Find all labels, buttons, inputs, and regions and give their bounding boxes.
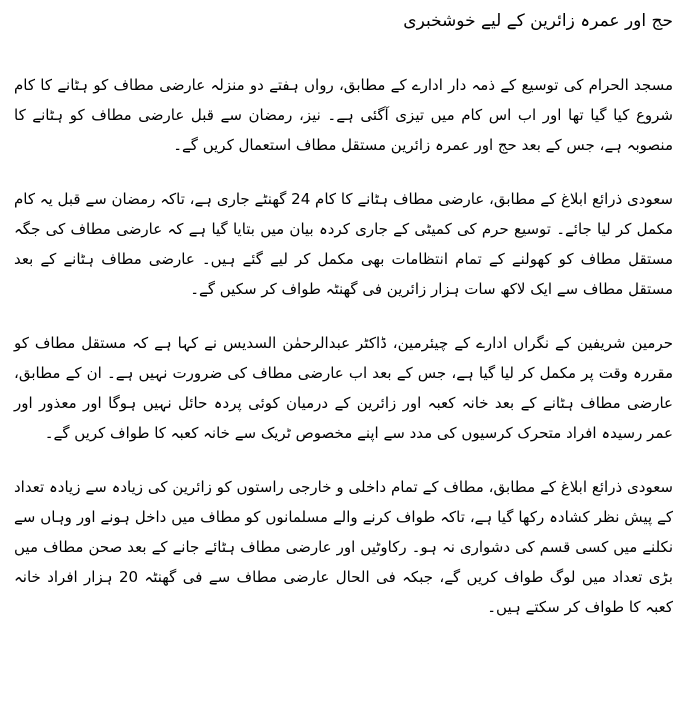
article-headline: حج اور عمرہ زائرین کے لیے خوشخبری bbox=[403, 11, 673, 31]
article-paragraph-1: مسجد الحرام کی توسیع کے ذمہ دار ادارے کے مطابق، رواں ہفتے دو منزلہ عارضی مطاف کو ہٹانے کا کام شروع کیا گیا تھا اور اب اس کام میں تیزی آگئی ہے۔ نیز، رمضان سے قبل عارضی مطاف کو ہٹانے کا منصوبہ ہے، جس کے بعد حج اور عمرہ زائرین مستقل مطاف استعمال کریں گے۔ bbox=[14, 76, 673, 154]
article-paragraph-4: سعودی ذرائع ابلاغ کے مطابق، مطاف کے تمام داخلی و خارجی راستوں کو زائرین کی زیادہ سے زیادہ تعداد کے پیش نظر کشادہ رکھا گیا ہے، تاکہ طواف کرنے والے مسلمانوں کو مطاف میں داخل ہونے اور وہاں سے نکلنے میں کسی قسم کی دشواری نہ ہو۔ رکاوٹیں اور عارضی مطاف ہٹائے جانے کے بعد صحن مطاف میں بڑی تعداد میں لوگ طواف کریں گے، جبکہ فی الحال عارضی مطاف سے فی گھنٹہ 20 ہزار افراد خانہ کعبہ کا طواف کر سکتے ہیں۔ bbox=[14, 478, 673, 616]
article-paragraph-3: حرمین شریفین کے نگراں ادارے کے چیئرمین، ڈاکٹر عبدالرحمٰن السدیس نے کہا ہے کہ مستقل مطاف کو مقررہ وقت پر مکمل کر لیا گیا ہے، جس کے بعد اب عارضی مطاف کی ضرورت نہیں ہے۔ ان کے مطابق، عارضی مطاف ہٹانے کے بعد خانہ کعبہ اور زائرین کے درمیان کوئی پردہ حائل نہیں ہوگا اور معذور اور عمر رسیدہ افراد متحرک کرسیوں کی مدد سے اپنے مخصوص ٹریک سے خانہ کعبہ کا طواف کریں گے۔ bbox=[14, 334, 673, 442]
article-paragraph-2: سعودی ذرائع ابلاغ کے مطابق، عارضی مطاف ہٹانے کا کام 24 گھنٹے جاری ہے، تاکہ رمضان سے قبل یہ کام مکمل کر لیا جائے۔ توسیع حرم کی کمیٹی کے جاری کردہ بیان میں بتایا گیا ہے کہ عارضی مطاف کی جگہ مستقل مطاف کو کھولنے کے تمام انتظامات بھی مکمل کر لیے گئے ہیں۔ عارضی مطاف ہٹانے کے بعد مستقل مطاف سے ایک لاکھ سات ہزار زائرین فی گھنٹہ طواف کر سکیں گے۔ bbox=[14, 190, 673, 298]
